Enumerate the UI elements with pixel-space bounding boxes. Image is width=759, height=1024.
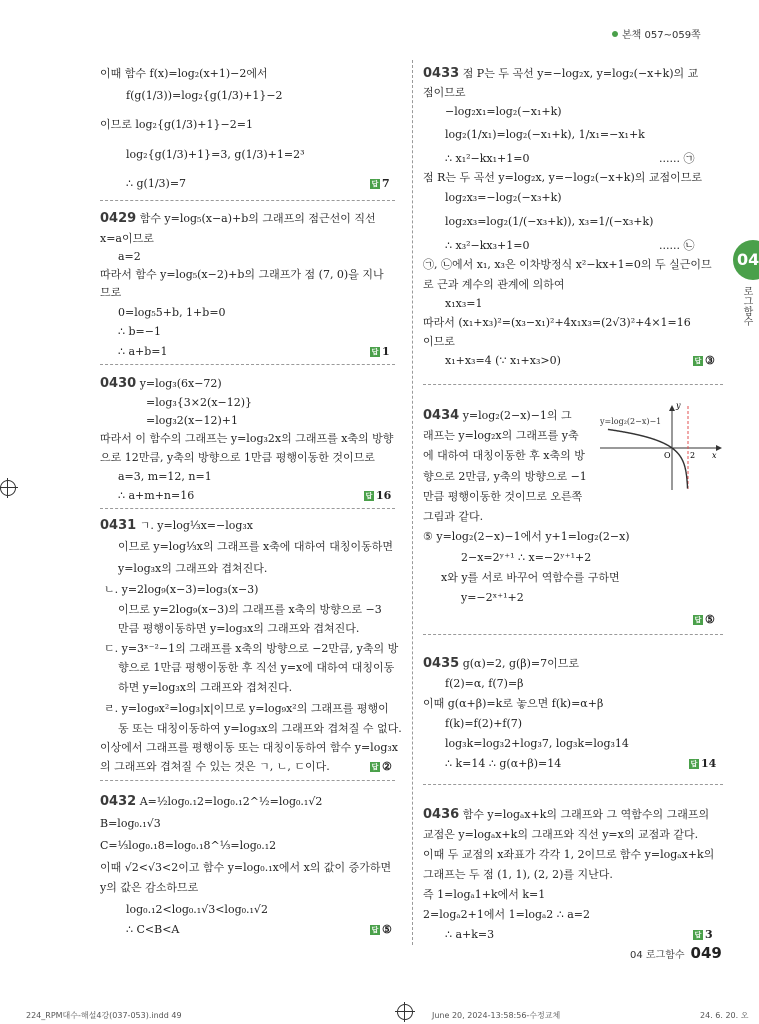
line-text: 에 대하여 대칭이동한 후 x축의 방	[423, 449, 585, 462]
line-text: 함수 y=log₅(x−a)+b의 그래프의 점근선이 직선	[139, 212, 376, 225]
problem-start-line	[100, 519, 253, 533]
line-text: 로 근과 계수의 관계에 의하여	[423, 278, 565, 291]
line-text: 이므로	[423, 335, 455, 348]
text-line	[104, 702, 389, 716]
answer-icon: 답	[694, 357, 702, 365]
page-header	[612, 26, 701, 41]
answer-icon: 답	[690, 760, 698, 768]
text-line	[126, 923, 179, 937]
line-text: y=log₂(2−x)−1의 그	[462, 409, 572, 422]
line-text: y=log₃(6x−72)	[139, 377, 222, 390]
text-line	[100, 67, 268, 81]
footer-chapter: 04 로그함수	[630, 950, 685, 961]
problem-separator	[423, 784, 723, 785]
line-text: 그림과 같다.	[423, 510, 484, 523]
problem-number: 0430	[100, 376, 137, 391]
text-line	[445, 152, 529, 166]
text-line	[104, 642, 398, 656]
line-text: ∴ x₁²−kx₁+1=0	[445, 152, 530, 165]
text-line	[146, 396, 252, 410]
slug-date: June 20, 2024-13:58:56-수정교체	[432, 1011, 561, 1020]
text-line	[423, 888, 545, 902]
text-line	[445, 757, 561, 771]
page-number: 049	[690, 944, 722, 962]
line-text: 따라서 함수 y=log₅(x−2)+b의 그래프가 점 (7, 0)을 지나	[100, 268, 384, 281]
line-text: log₂(1/x₁)=log₂(−x₁+k), 1/x₁=−x₁+k	[445, 128, 645, 141]
line-text: f(k)=f(2)+f(7)	[445, 717, 523, 730]
line-text: ∴ x₃²−kx₃+1=0	[445, 239, 530, 252]
line-text: ...... ㉠	[659, 152, 695, 165]
answer-value: 14	[701, 757, 717, 770]
line-text: ∴ a+b=1	[118, 345, 168, 358]
answer-value: ②	[382, 760, 392, 773]
text-line	[423, 828, 698, 842]
problem-number: 0436	[423, 807, 460, 822]
line-text: 점 P는 두 곡선 y=−log₂x, y=log₂(−x+k)의 교	[462, 67, 699, 80]
answer-value: 1	[382, 345, 390, 358]
text-line	[146, 414, 238, 428]
text-line	[118, 489, 194, 503]
line-text: ㄱ. y=log⅓x=−log₃x	[139, 519, 254, 532]
line-text: x₁x₃=1	[445, 297, 483, 310]
slug-right: 24. 6. 20. 오	[700, 1011, 749, 1020]
text-line	[441, 571, 620, 585]
text-line	[100, 741, 398, 755]
line-text: 이므로 y=2log₉(x−3)의 그래프를 x축의 방향으로 −3	[118, 603, 382, 616]
line-text: 래프는 y=log₂x의 그래프를 y축	[423, 429, 579, 442]
line-text: ∴ a+k=3	[445, 928, 495, 941]
line-text: 함수 y=logₐx+k의 그래프와 그 역함수의 그래프의	[462, 808, 710, 821]
answer-value: ⑤	[705, 613, 715, 626]
text-line	[118, 661, 394, 675]
line-text: 이때 함수 f(x)=log₂(x+1)−2에서	[100, 67, 268, 80]
text-line	[423, 868, 613, 882]
line-text: x와 y를 서로 바꾸어 역함수를 구하면	[441, 571, 620, 584]
answer-icon: 답	[694, 616, 702, 624]
text-line	[423, 908, 590, 922]
line-text: g(α)=2, g(β)=7이므로	[462, 657, 580, 670]
origin-label: O	[664, 451, 671, 460]
problem-separator	[100, 364, 395, 365]
line-text: ∴ b=−1	[118, 325, 161, 338]
answer-badge	[693, 354, 715, 367]
problem-start-line	[100, 212, 376, 226]
line-text: 즉 1=logₐ1+k에서 k=1	[423, 888, 546, 901]
answer-icon: 답	[365, 492, 373, 500]
line-text: 만큼 평행이동한 것이므로 오른쪽	[423, 490, 583, 503]
line-text: 므로	[100, 286, 122, 299]
line-text: log₂x₃=−log₂(−x₃+k)	[445, 191, 562, 204]
line-text: 동 또는 대칭이동하여 y=log₃x의 그래프와 겹쳐질 수 없다.	[118, 722, 402, 735]
problem-separator	[423, 384, 723, 385]
line-text: 교점은 y=logₐx+k의 그래프와 직선 y=x의 교점과 같다.	[423, 828, 699, 841]
answer-icon: 답	[371, 180, 379, 188]
line-text: 이므로 log₂{g(1/3)+1}−2=1	[100, 118, 253, 131]
text-line	[100, 817, 161, 831]
chapter-tab	[733, 240, 759, 332]
text-line	[126, 903, 268, 917]
problem-separator	[100, 508, 395, 509]
text-line	[118, 540, 393, 554]
chapter-number: 04	[733, 240, 759, 280]
text-line	[100, 432, 393, 446]
page-footer	[630, 944, 722, 962]
line-text: 이상에서 그래프를 평행이동 또는 대칭이동하여 함수 y=log₃x	[100, 741, 398, 754]
line-text: a=3, m=12, n=1	[118, 470, 212, 483]
line-text: 따라서 이 함수의 그래프는 y=log₃2x의 그래프를 x축의 방향	[100, 432, 394, 445]
problem-number: 0431	[100, 518, 137, 533]
problem-separator	[100, 200, 395, 201]
line-text: 0=log₅5+b, 1+b=0	[118, 306, 226, 319]
line-text: ∴ C<B<A	[126, 923, 180, 936]
text-line	[100, 118, 253, 132]
answer-badge	[370, 760, 392, 773]
text-line	[118, 325, 161, 339]
line-text: 의 그래프와 겹쳐질 수 있는 것은 ㄱ, ㄴ, ㄷ이다.	[100, 760, 330, 773]
text-line	[445, 737, 629, 751]
header-label: 본책 057~059쪽	[622, 30, 701, 41]
answer-value: ⑤	[382, 923, 392, 936]
problem-start-line	[100, 795, 322, 809]
text-line	[659, 152, 694, 166]
line-text: −log₂x₁=log₂(−x₁+k)	[445, 105, 562, 118]
line-text: =log₃{3×2(x−12)}	[146, 396, 253, 409]
line-text: x=a이므로	[100, 232, 154, 245]
answer-badge	[693, 928, 713, 941]
answer-icon: 답	[371, 763, 379, 771]
y-axis-label: y	[676, 402, 681, 410]
line-text: C=⅓log₀.₁8=log₀.₁8^⅓=log₀.₁2	[100, 839, 277, 852]
text-line	[423, 530, 630, 544]
text-line	[100, 760, 330, 774]
text-line	[100, 232, 154, 246]
line-text: log₂{g(1/3)+1}=3, g(1/3)+1=2³	[126, 148, 305, 161]
line-text: 점이므로	[423, 86, 466, 99]
function-curve	[608, 429, 688, 488]
text-line	[126, 148, 305, 162]
line-text: ㉠, ㉡에서 x₁, x₃은 이차방정식 x²−kx+1=0의 두 실근이므	[423, 258, 712, 271]
line-text: A=½log₀.₁2=log₀.₁2^½=log₀.₁√2	[139, 795, 323, 808]
text-line	[423, 429, 579, 443]
text-line	[423, 258, 712, 272]
text-line	[423, 278, 565, 292]
line-text: 향으로 1만큼 평행이동한 후 직선 y=x에 대하여 대칭이동	[118, 661, 395, 674]
line-text: 이므로 y=log⅓x의 그래프를 x축에 대하여 대칭이동하면	[118, 540, 394, 553]
text-line	[423, 316, 691, 330]
text-line	[104, 583, 258, 597]
answer-value: 7	[382, 177, 390, 190]
line-text: x₁+x₃=4 (∵ x₁+x₃>0)	[445, 354, 561, 367]
line-text: B=log₀.₁√3	[100, 817, 161, 830]
line-text: 그래프는 두 점 (1, 1), (2, 2)를 지난다.	[423, 868, 613, 881]
line-text: 이때 g(α+β)=k로 놓으면 f(k)=α+β	[423, 697, 604, 710]
problem-number: 0434	[423, 408, 460, 423]
x-axis-arrow-icon	[716, 445, 722, 451]
text-line	[126, 89, 283, 103]
problem-start-line	[423, 657, 579, 671]
text-line	[118, 603, 382, 617]
line-text: =log₃2(x−12)+1	[146, 414, 239, 427]
graph-label: y=log₂(2−x)−1	[600, 417, 662, 426]
text-line	[118, 562, 267, 576]
line-text: ⑤ y=log₂(2−x)−1에서 y+1=log₂(2−x)	[423, 530, 630, 543]
text-line	[445, 928, 494, 942]
problem-number: 0433	[423, 66, 460, 81]
problem-number: 0432	[100, 794, 137, 809]
line-text: ∴ k=14 ∴ g(α+β)=14	[445, 757, 562, 770]
line-text: ㄷ. y=3ˣ⁻²−1의 그래프를 x축의 방향으로 −2만큼, y축의 방	[104, 642, 399, 655]
line-text: 으로 12만큼, y축의 방향으로 1만큼 평행이동한 것이므로	[100, 451, 375, 464]
text-line	[445, 128, 645, 142]
answer-icon: 답	[371, 348, 379, 356]
text-line	[100, 286, 121, 300]
problem-start-line	[423, 67, 698, 81]
text-line	[100, 268, 384, 282]
line-text: y=log₃x의 그래프와 겹쳐진다.	[118, 562, 268, 575]
text-line	[423, 510, 483, 524]
line-text: y=−2ˣ⁺¹+2	[461, 591, 524, 604]
line-text: 이때 두 교점의 x좌표가 각각 1, 2이므로 함수 y=logₐx+k의	[423, 848, 715, 861]
column-divider	[412, 60, 413, 945]
text-line	[659, 239, 694, 253]
text-line	[118, 250, 141, 264]
text-line	[423, 171, 702, 185]
print-slug	[0, 1008, 759, 1024]
text-line	[423, 490, 582, 504]
line-text: 하면 y=log₃x의 그래프와 겹쳐진다.	[118, 681, 293, 694]
line-text: 점 R는 두 곡선 y=log₂x, y=−log₂(−x+k)의 교점이므로	[423, 171, 702, 184]
problem-start-line	[423, 409, 572, 423]
text-line	[445, 297, 482, 311]
x-axis-label: x	[712, 451, 717, 460]
line-text: f(2)=α, f(7)=β	[445, 677, 524, 690]
line-text: y의 값은 감소하므로	[100, 881, 199, 894]
text-line	[118, 345, 168, 359]
y-axis-arrow-icon	[669, 405, 675, 411]
text-line	[423, 470, 587, 484]
problem-separator	[100, 780, 395, 781]
problem-start-line	[423, 808, 709, 822]
line-text: log₃k=log₃2+log₃7, log₃k=log₃14	[445, 737, 629, 750]
text-line	[118, 306, 226, 320]
line-text: ∴ g(1/3)=7	[126, 177, 187, 190]
chapter-title: 로그함수	[741, 286, 752, 326]
text-line	[423, 449, 585, 463]
answer-value: 16	[376, 489, 392, 502]
line-text: ∴ a+m+n=16	[118, 489, 195, 502]
text-line	[100, 451, 375, 465]
text-line	[100, 839, 276, 853]
answer-value: 3	[705, 928, 713, 941]
registration-mark-icon	[0, 480, 16, 496]
problem-separator	[423, 634, 723, 635]
text-line	[461, 551, 591, 565]
line-text: 향으로 2만큼, y축의 방향으로 −1	[423, 470, 587, 483]
line-text: 따라서 (x₁+x₃)²=(x₃−x₁)²+4x₁x₃=(2√3)²+4×1=16	[423, 316, 691, 329]
answer-badge	[370, 177, 390, 190]
answer-badge	[689, 757, 716, 770]
text-line	[423, 848, 714, 862]
line-text: ...... ㉡	[659, 239, 695, 252]
bullet-icon	[612, 31, 618, 37]
answer-badge	[693, 613, 715, 626]
tick-label: 2	[690, 451, 696, 460]
problem-number: 0429	[100, 211, 137, 226]
problem-start-line	[100, 377, 222, 391]
slug-file: 224_RPM대수-해설4강(037-053).indd 49	[26, 1011, 182, 1020]
log-graph	[598, 402, 723, 492]
text-line	[423, 335, 455, 349]
line-text: 이때 √2<√3<2이고 함수 y=log₀.₁x에서 x의 값이 증가하면	[100, 861, 392, 874]
text-line	[100, 881, 198, 895]
text-line	[445, 677, 524, 691]
text-line	[118, 470, 212, 484]
line-text: f(g(1/3))=log₂{g(1/3)+1}−2	[126, 89, 283, 102]
text-line	[445, 239, 529, 253]
text-line	[126, 177, 186, 191]
text-line	[445, 105, 562, 119]
text-line	[445, 191, 562, 205]
text-line	[445, 354, 561, 368]
line-text: log₀.₁2<log₀.₁√3<log₀.₁√2	[126, 903, 268, 916]
answer-badge	[364, 489, 391, 502]
line-text: ㄹ. y=log₉x²=log₃|x|이므로 y=log₉x²의 그래프를 평행이	[104, 702, 389, 715]
text-line	[445, 215, 653, 229]
line-text: ㄴ. y=2log₉(x−3)=log₃(x−3)	[104, 583, 259, 596]
line-text: a=2	[118, 250, 141, 263]
text-line	[445, 717, 522, 731]
line-text: 2−x=2ʸ⁺¹ ∴ x=−2ʸ⁺¹+2	[461, 551, 592, 564]
answer-badge	[370, 345, 390, 358]
text-line	[118, 722, 402, 736]
text-line	[423, 697, 603, 711]
answer-icon: 답	[694, 931, 702, 939]
text-line	[100, 861, 391, 875]
answer-icon: 답	[371, 926, 379, 934]
text-line	[423, 86, 466, 100]
line-text: 만큼 평행이동하면 y=log₃x의 그래프와 겹쳐진다.	[118, 622, 360, 635]
problem-number: 0435	[423, 656, 460, 671]
text-line	[118, 681, 292, 695]
answer-badge	[370, 923, 392, 936]
text-line	[118, 622, 359, 636]
answer-value: ③	[705, 354, 715, 367]
line-text: log₂x₃=log₂(1/(−x₃+k)), x₃=1/(−x₃+k)	[445, 215, 654, 228]
line-text: 2=logₐ2+1에서 1=logₐ2 ∴ a=2	[423, 908, 591, 921]
text-line	[461, 591, 524, 605]
